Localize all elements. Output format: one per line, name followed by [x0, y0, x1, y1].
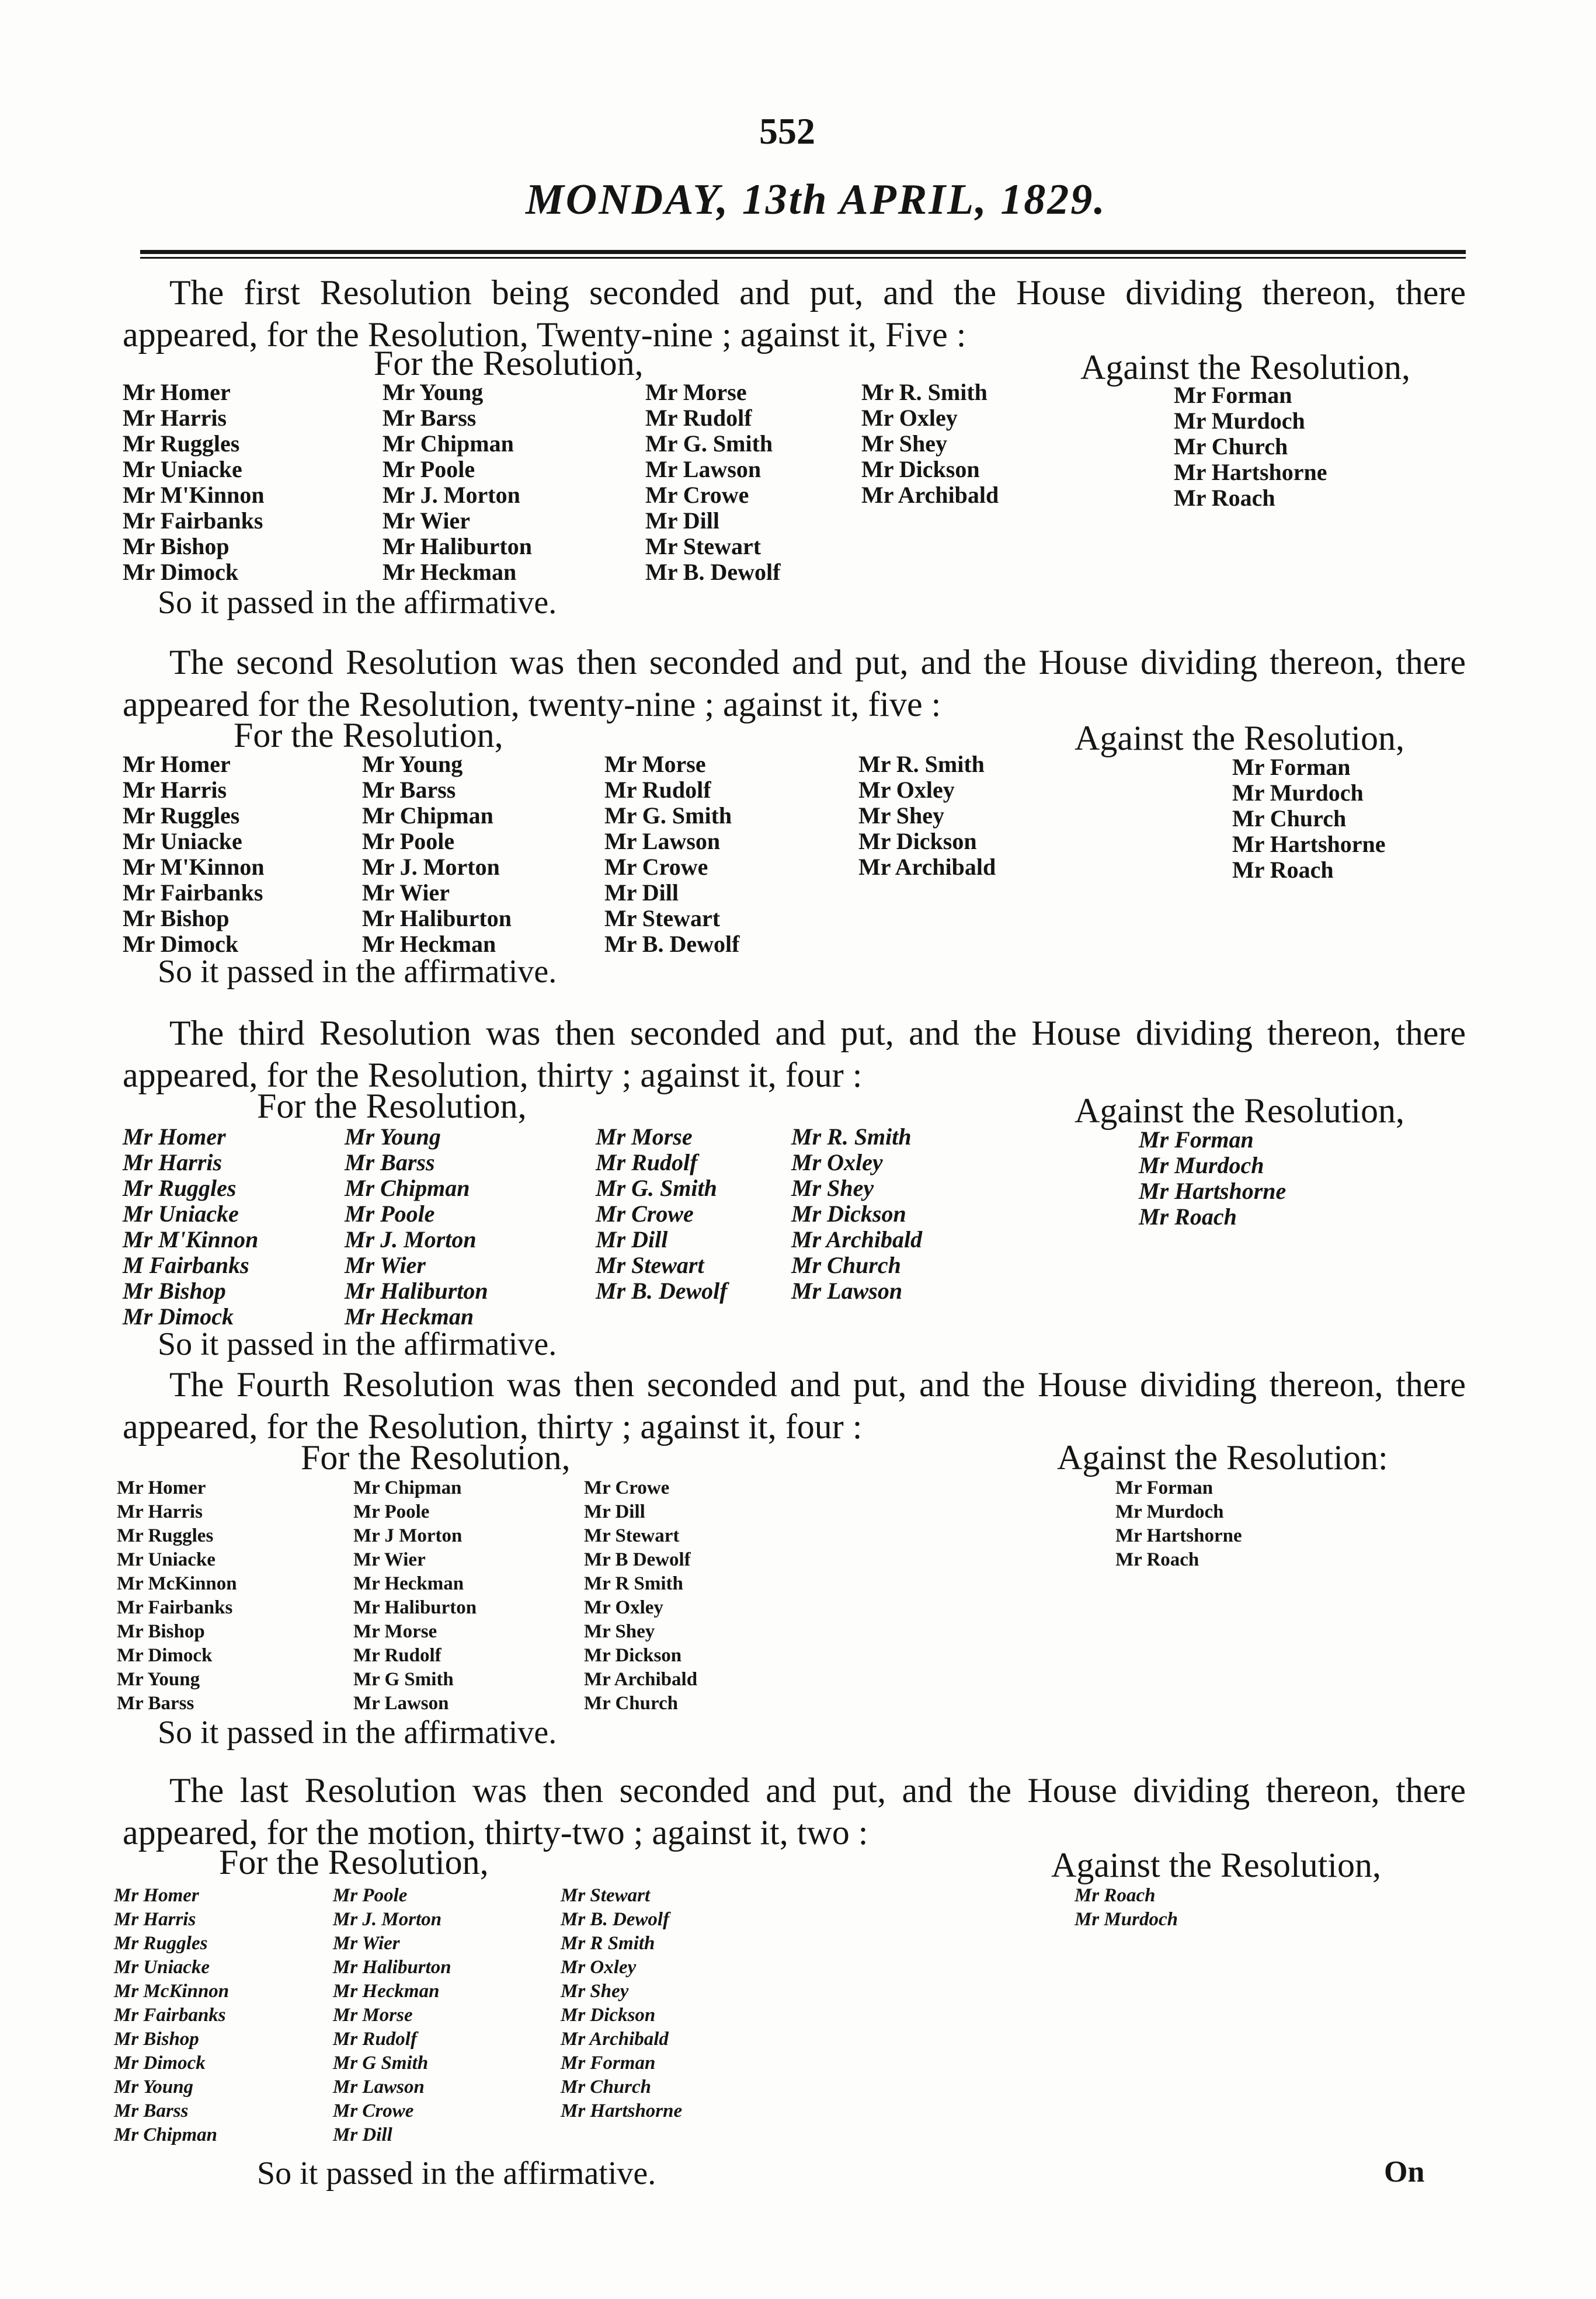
member-name: Mr Dickson — [861, 456, 980, 482]
member-name: Mr Young — [383, 379, 484, 405]
division-text: The second Resolution was then seconded and put, and the House dividing thereon, there appeared for the Resolution, twenty-nine ; against it, five : — [123, 643, 1466, 724]
member-name: Mr G. Smith — [645, 430, 773, 457]
member-name: Mr Chipman — [362, 802, 493, 829]
against-heading: Against the Resolution, — [1075, 719, 1404, 757]
member-name: Mr Archibald — [561, 2029, 669, 2050]
member-name: Mr McKinnon — [114, 1981, 230, 2002]
member-name: Mr Crowe — [333, 2100, 414, 2121]
division-result: So it passed in the affirmative. — [158, 1714, 557, 1751]
member-name: Mr Young — [362, 751, 463, 777]
against-column — [1075, 1884, 1178, 1932]
member-name: Mr Ruggles — [117, 1525, 214, 1546]
member-name: Mr M'Kinnon — [123, 1226, 259, 1253]
member-name: Mr Morse — [645, 379, 747, 405]
member-name: Mr Shey — [791, 1175, 874, 1201]
member-name: Mr G. Smith — [604, 802, 732, 829]
member-name: Mr Lawson — [353, 1693, 449, 1714]
member-name: Mr Homer — [114, 1885, 199, 1906]
member-name: Mr Crowe — [645, 482, 749, 508]
member-name: Mr Morse — [604, 751, 706, 777]
member-name: Mr Hartshorne — [1232, 831, 1386, 857]
division-result: So it passed in the affirmative. — [257, 2155, 656, 2192]
for-column-2 — [333, 1884, 451, 2147]
member-name: Mr R. Smith — [858, 751, 985, 777]
member-name: Mr Morse — [353, 1621, 437, 1642]
member-name: Mr B. Dewolf — [596, 1278, 728, 1304]
member-name: Mr Lawson — [791, 1278, 903, 1304]
member-name: Mr Forman — [1139, 1126, 1254, 1153]
member-name: Mr Roach — [1232, 857, 1334, 883]
member-name: Mr M'Kinnon — [123, 854, 265, 880]
member-name: Mr Wier — [383, 507, 470, 534]
member-name: Mr Murdoch — [1174, 408, 1305, 434]
member-name: Mr Church — [1174, 433, 1288, 460]
division-text: The Fourth Resolution was then seconded and put, and the House dividing thereon, there appeared, for the Resolution, thirty ; against it, four : — [123, 1365, 1466, 1446]
member-name: Mr Rudolf — [604, 777, 711, 803]
member-name: Mr Wier — [353, 1549, 426, 1570]
member-name: Mr B Dewolf — [584, 1549, 691, 1570]
member-name: Mr Bishop — [123, 905, 230, 931]
against-heading: Against the Resolution: — [1057, 1438, 1388, 1477]
member-name: Mr Chipman — [345, 1175, 470, 1201]
for-column-2 — [383, 380, 532, 585]
member-name: Mr R Smith — [561, 1933, 655, 1954]
member-name: Mr J. Morton — [333, 1909, 442, 1930]
member-name: Mr Haliburton — [362, 905, 512, 931]
member-name: Mr Chipman — [114, 2124, 217, 2145]
member-name: Mr Roach — [1115, 1549, 1199, 1570]
for-column-3 — [604, 752, 739, 957]
member-name: M Fairbanks — [123, 1252, 249, 1278]
member-name: Mr Haliburton — [353, 1597, 477, 1618]
member-name: Mr Dill — [596, 1226, 668, 1253]
page-dateline: MONDAY, 13th APRIL, 1829. — [526, 176, 1107, 224]
member-name: Mr McKinnon — [117, 1573, 237, 1594]
member-name: Mr Archibald — [861, 482, 999, 508]
for-column-1 — [123, 1124, 258, 1330]
member-name: Mr J. Morton — [383, 482, 520, 508]
member-name: Mr Uniacke — [123, 1201, 239, 1227]
member-name: Mr Bishop — [117, 1621, 205, 1642]
member-name: Mr Ruggles — [123, 1175, 237, 1201]
for-column-4 — [791, 1124, 922, 1304]
member-name: Mr Morse — [596, 1124, 693, 1150]
member-name: Mr M'Kinnon — [123, 482, 265, 508]
page-number: 552 — [759, 110, 815, 152]
member-name: Mr Uniacke — [114, 1957, 210, 1978]
member-name: Mr Bishop — [123, 533, 230, 559]
member-name: Mr Stewart — [584, 1525, 680, 1546]
division-text: The last Resolution was then seconded and put, and the House dividing thereon, there appeared, for the motion, thirty-two ; against it, two : — [123, 1771, 1466, 1852]
member-name: Mr B. Dewolf — [604, 931, 740, 957]
member-name: Mr Dickson — [561, 2005, 656, 2026]
member-name: Mr Hartshorne — [1139, 1178, 1286, 1204]
member-name: Mr Murdoch — [1139, 1152, 1264, 1178]
member-name: Mr Rudolf — [645, 405, 752, 431]
member-name: Mr Poole — [383, 456, 475, 482]
member-name: Mr Wier — [333, 1933, 400, 1954]
member-name: Mr Wier — [345, 1252, 426, 1278]
for-column-1 — [123, 752, 265, 957]
member-name: Mr Dickson — [791, 1201, 906, 1227]
member-name: Mr Oxley — [791, 1149, 883, 1175]
member-name: Mr Homer — [123, 1124, 226, 1150]
member-name: Mr Church — [1232, 805, 1347, 832]
header-rule-thin — [140, 257, 1466, 259]
member-name: Mr Rudolf — [333, 2029, 417, 2050]
member-name: Mr Uniacke — [123, 456, 242, 482]
member-name: Mr B. Dewolf — [561, 1909, 670, 1930]
member-name: Mr Fairbanks — [123, 879, 263, 906]
member-name: Mr Chipman — [353, 1477, 462, 1498]
member-name: Mr Hartshorne — [561, 2100, 683, 2121]
division-text: The third Resolution was then seconded and put, and the House dividing thereon, there appeared, for the Resolution, thirty ; against it, four : — [123, 1014, 1466, 1094]
member-name: Mr Dimock — [123, 1303, 234, 1330]
member-name: Mr Barss — [117, 1693, 194, 1714]
member-name: Mr Shey — [584, 1621, 655, 1642]
member-name: Mr J Morton — [353, 1525, 463, 1546]
against-column — [1139, 1127, 1286, 1230]
member-name: Mr Ruggles — [123, 802, 240, 829]
member-name: Mr Haliburton — [333, 1957, 451, 1978]
member-name: Mr Harris — [114, 1909, 196, 1930]
member-name: Mr Poole — [345, 1201, 435, 1227]
member-name: Mr R. Smith — [791, 1124, 912, 1150]
member-name: Mr Church — [791, 1252, 901, 1278]
member-name: Mr G. Smith — [596, 1175, 717, 1201]
against-column — [1115, 1476, 1242, 1572]
member-name: Mr Crowe — [584, 1477, 670, 1498]
member-name: Mr Bishop — [114, 2029, 199, 2050]
member-name: Mr Archibald — [791, 1226, 923, 1253]
division-text: The first Resolution being seconded and put, and the House dividing thereon, there appeared, for the Resolution, Twenty-nine ; against it, Five : — [123, 273, 1466, 354]
against-column — [1232, 754, 1386, 883]
for-heading: For the Resolution, — [257, 1087, 527, 1125]
member-name: Mr Fairbanks — [114, 2005, 226, 2026]
member-name: Mr Dimock — [123, 931, 239, 957]
member-name: Mr Dill — [604, 879, 679, 906]
member-name: Mr Dill — [584, 1501, 645, 1522]
member-name: Mr Poole — [333, 1885, 408, 1906]
member-name: Mr Young — [117, 1669, 200, 1690]
member-name: Mr Poole — [353, 1501, 430, 1522]
for-column-4 — [861, 380, 999, 508]
against-heading: Against the Resolution, — [1051, 1846, 1381, 1884]
member-name: Mr J. Morton — [345, 1226, 477, 1253]
member-name: Mr Homer — [123, 379, 231, 405]
member-name: Mr Fairbanks — [123, 507, 263, 534]
member-name: Mr Roach — [1174, 485, 1275, 511]
for-heading: For the Resolution, — [234, 716, 503, 754]
member-name: Mr Crowe — [604, 854, 708, 880]
member-name: Mr Stewart — [596, 1252, 704, 1278]
against-heading: Against the Resolution, — [1080, 348, 1410, 387]
for-heading: For the Resolution, — [301, 1438, 571, 1477]
member-name: Mr Hartshorne — [1174, 459, 1327, 485]
member-name: Mr Crowe — [596, 1201, 694, 1227]
against-heading: Against the Resolution, — [1075, 1091, 1404, 1130]
member-name: Mr B. Dewolf — [645, 559, 781, 585]
member-name: Mr Harris — [123, 1149, 222, 1175]
member-name: Mr Murdoch — [1075, 1909, 1178, 1930]
for-column-2 — [362, 752, 512, 957]
member-name: Mr Heckman — [362, 931, 496, 957]
member-name: Mr Heckman — [345, 1303, 474, 1330]
member-name: Mr Harris — [117, 1501, 203, 1522]
member-name: Mr Lawson — [645, 456, 762, 482]
member-name: Mr Oxley — [584, 1597, 663, 1618]
member-name: Mr Dill — [333, 2124, 392, 2145]
division-result: So it passed in the affirmative. — [158, 1326, 557, 1362]
for-column-4 — [858, 752, 996, 880]
member-name: Mr Rudolf — [353, 1645, 441, 1666]
member-name: Mr J. Morton — [362, 854, 500, 880]
member-name: Mr Forman — [1232, 754, 1351, 780]
division-result: So it passed in the affirmative. — [158, 585, 557, 621]
member-name: Mr Homer — [123, 751, 231, 777]
member-name: Mr Young — [114, 2077, 194, 2098]
member-name: Mr Barss — [362, 777, 456, 803]
member-name: Mr Stewart — [604, 905, 721, 931]
member-name: Mr Dimock — [117, 1645, 213, 1666]
for-column-2 — [353, 1476, 477, 1716]
member-name: Mr Haliburton — [383, 533, 532, 559]
member-name: Mr Forman — [561, 2053, 656, 2074]
member-name: Mr Murdoch — [1232, 780, 1364, 806]
member-name: Mr Archibald — [584, 1669, 698, 1690]
member-name: Mr Forman — [1115, 1477, 1213, 1498]
member-name: Mr Oxley — [561, 1957, 637, 1978]
member-name: Mr Murdoch — [1115, 1501, 1224, 1522]
member-name: Mr Uniacke — [123, 828, 242, 854]
member-name: Mr Homer — [117, 1477, 206, 1498]
member-name: Mr Lawson — [604, 828, 721, 854]
member-name: Mr Ruggles — [123, 430, 240, 457]
member-name: Mr Archibald — [858, 854, 996, 880]
member-name: Mr Harris — [123, 777, 227, 803]
member-name: Mr Oxley — [861, 405, 958, 431]
for-column-1 — [114, 1884, 229, 2147]
member-name: Mr Heckman — [383, 559, 517, 585]
member-name: Mr Church — [561, 2077, 651, 2098]
for-column-3 — [584, 1476, 697, 1716]
member-name: Mr Dimock — [123, 559, 239, 585]
for-column-3 — [596, 1124, 728, 1304]
member-name: Mr Fairbanks — [117, 1597, 233, 1618]
member-name: Mr Forman — [1174, 382, 1292, 408]
member-name: Mr Dimock — [114, 2053, 206, 2074]
for-heading: For the Resolution, — [219, 1843, 489, 1881]
member-name: Mr Hartshorne — [1115, 1525, 1242, 1546]
member-name: Mr G Smith — [333, 2053, 429, 2074]
member-name: Mr Shey — [861, 430, 948, 457]
member-name: Mr Stewart — [645, 533, 762, 559]
for-column-3 — [561, 1884, 682, 2123]
member-name: Mr Barss — [114, 2100, 189, 2121]
member-name: Mr Morse — [333, 2005, 413, 2026]
member-name: Mr Dickson — [858, 828, 977, 854]
for-heading: For the Resolution, — [374, 344, 644, 382]
member-name: Mr Heckman — [333, 1981, 440, 2002]
header-rule-thick — [140, 250, 1466, 254]
member-name: Mr Roach — [1139, 1204, 1237, 1230]
member-name: Mr Dickson — [584, 1645, 682, 1666]
member-name: Mr Shey — [561, 1981, 629, 2002]
member-name: Mr Heckman — [353, 1573, 464, 1594]
for-column-1 — [117, 1476, 237, 1716]
member-name: Mr Haliburton — [345, 1278, 488, 1304]
member-name: Mr Barss — [345, 1149, 435, 1175]
member-name: Mr Dill — [645, 507, 720, 534]
member-name: Mr Stewart — [561, 1885, 651, 1906]
member-name: Mr Bishop — [123, 1278, 226, 1304]
member-name: Mr Wier — [362, 879, 450, 906]
member-name: Mr Shey — [858, 802, 945, 829]
member-name: Mr Roach — [1075, 1885, 1156, 1906]
for-column-1 — [123, 380, 265, 585]
member-name: Mr Lawson — [333, 2077, 425, 2098]
member-name: Mr Chipman — [383, 430, 514, 457]
catchword: On — [1384, 2155, 1425, 2189]
member-name: Mr Oxley — [858, 777, 955, 803]
against-column — [1174, 382, 1327, 511]
member-name: Mr G Smith — [353, 1669, 454, 1690]
member-name: Mr Young — [345, 1124, 441, 1150]
member-name: Mr Harris — [123, 405, 227, 431]
member-name: Mr Ruggles — [114, 1933, 208, 1954]
member-name: Mr Barss — [383, 405, 477, 431]
member-name: Mr Rudolf — [596, 1149, 698, 1175]
member-name: Mr R Smith — [584, 1573, 683, 1594]
for-column-2 — [345, 1124, 488, 1330]
member-name: Mr Church — [584, 1693, 679, 1714]
division-result: So it passed in the affirmative. — [158, 954, 557, 990]
for-column-3 — [645, 380, 780, 585]
member-name: Mr Uniacke — [117, 1549, 215, 1570]
member-name: Mr Poole — [362, 828, 455, 854]
member-name: Mr R. Smith — [861, 379, 987, 405]
